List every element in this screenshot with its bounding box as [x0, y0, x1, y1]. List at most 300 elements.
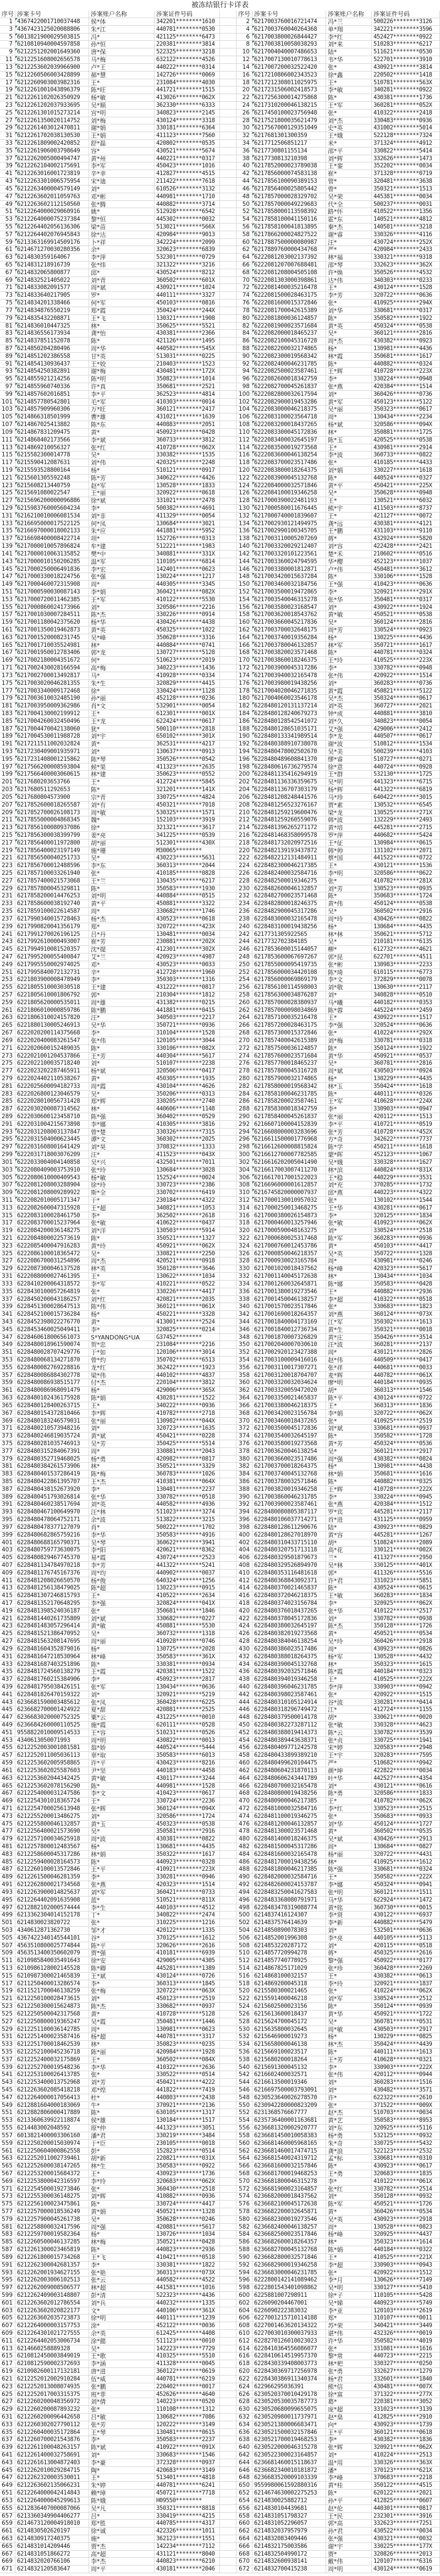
- card-cell[interactable]: 6228481100019346275: [252, 1813, 326, 1821]
- card-cell[interactable]: 6212262300042681357: [15, 2262, 89, 2269]
- seq-cell[interactable]: 98: [237, 383, 252, 391]
- seq-cell[interactable]: 73: [0, 292, 15, 299]
- id-cell[interactable]: 120106********3014: [155, 1349, 220, 1357]
- id-cell[interactable]: 450423********1016: [155, 162, 220, 170]
- name-cell[interactable]: 邓*: [89, 961, 155, 969]
- card-cell[interactable]: 6228480401537286419: [15, 1471, 89, 1478]
- card-cell[interactable]: 6214830502620197: [15, 2528, 89, 2535]
- card-cell[interactable]: 6217001180042375620: [15, 619, 89, 627]
- name-cell[interactable]: 张*伟: [89, 1037, 155, 1045]
- name-cell[interactable]: 黄*培: [326, 824, 372, 832]
- card-cell[interactable]: 6228480388019414373: [252, 1729, 326, 1737]
- seq-cell[interactable]: 45: [0, 186, 15, 193]
- seq-cell[interactable]: 254: [237, 976, 252, 984]
- id-cell[interactable]: 350582********4019: [372, 2338, 440, 2345]
- id-cell[interactable]: 350582********1728: [372, 1433, 440, 1440]
- card-cell[interactable]: 6217003320029212407: [252, 543, 326, 551]
- id-cell[interactable]: 350426********3514: [372, 1334, 440, 1342]
- seq-cell[interactable]: 305: [0, 1174, 15, 1182]
- name-cell[interactable]: 杨*杰: [89, 916, 155, 923]
- card-cell[interactable]: 6217000250013468275: [252, 1205, 326, 1212]
- card-cell[interactable]: 6228481200046132857: [252, 1821, 326, 1828]
- card-cell[interactable]: 6212262003006102513: [15, 2277, 89, 2284]
- seq-cell[interactable]: 441: [0, 1691, 15, 1699]
- card-cell[interactable]: 6217003360024794595: [252, 558, 326, 566]
- card-cell[interactable]: 6216613500019346: [252, 2079, 326, 2087]
- name-cell[interactable]: 吴*: [326, 1060, 372, 1068]
- name-cell[interactable]: 许*: [326, 2094, 372, 2102]
- id-cell[interactable]: 320683********062X: [155, 2178, 220, 2186]
- card-cell[interactable]: 6214671270030280356: [15, 246, 89, 254]
- id-cell[interactable]: 130521********6032: [372, 497, 440, 505]
- card-cell[interactable]: 6216617003007411270: [252, 1167, 326, 1174]
- card-cell[interactable]: 6236682600018264357: [252, 2239, 326, 2246]
- name-cell[interactable]: 张*: [89, 1288, 155, 1296]
- seq-cell[interactable]: 179: [0, 695, 15, 702]
- id-cell[interactable]: 360313********073X: [155, 2269, 220, 2277]
- id-cell[interactable]: 421127********0072: [372, 513, 440, 520]
- id-cell[interactable]: 350321********8818: [155, 2505, 220, 2513]
- id-cell[interactable]: 430481********007X: [372, 2383, 440, 2391]
- name-cell[interactable]: 苏*荣: [326, 2322, 372, 2330]
- name-cell[interactable]: 周*华: [89, 345, 155, 353]
- card-cell[interactable]: 6217889760000434768: [252, 246, 326, 254]
- name-cell[interactable]: 陈*杰: [89, 2003, 155, 2011]
- name-cell[interactable]: 朱*应: [89, 527, 155, 535]
- id-cell[interactable]: 140581********3218: [372, 224, 440, 231]
- name-cell[interactable]: 林*福: [326, 254, 372, 262]
- name-cell[interactable]: 龙*红: [89, 1364, 155, 1372]
- id-cell[interactable]: 340622********4426: [155, 475, 220, 482]
- id-cell[interactable]: 450521********0534: [372, 1630, 440, 1638]
- name-cell[interactable]: 吴*: [89, 854, 155, 862]
- name-cell[interactable]: 刘*: [89, 1995, 155, 2003]
- name-cell[interactable]: 王*鹏: [326, 527, 372, 535]
- name-cell[interactable]: 张*明: [326, 1889, 372, 1897]
- seq-cell[interactable]: 104: [237, 406, 252, 413]
- name-cell[interactable]: 王*歌: [89, 2352, 155, 2360]
- name-cell[interactable]: 李*萍: [326, 1684, 372, 1691]
- card-cell[interactable]: 6236682500023517846: [252, 2231, 326, 2239]
- seq-cell[interactable]: 538: [237, 2056, 252, 2064]
- seq-cell[interactable]: 346: [237, 1326, 252, 1334]
- name-cell[interactable]: 张*辉: [326, 2444, 372, 2452]
- card-cell[interactable]: 6215691080022547: [15, 489, 89, 497]
- name-cell[interactable]: 李*华: [89, 2064, 155, 2072]
- seq-cell[interactable]: 604: [237, 2307, 252, 2315]
- id-cell[interactable]: 330523********2515: [372, 1805, 440, 1813]
- id-cell[interactable]: 330226********0914: [155, 611, 220, 619]
- card-cell[interactable]: 6228480606243441789: [252, 1775, 326, 1783]
- id-cell[interactable]: 413026********062X: [155, 94, 220, 102]
- name-cell[interactable]: 张*燕: [326, 383, 372, 391]
- seq-cell[interactable]: 613: [0, 2345, 15, 2353]
- name-cell[interactable]: 李*月: [326, 2277, 372, 2284]
- card-cell[interactable]: 6212261001043896379: [15, 86, 89, 94]
- name-cell[interactable]: 刘*: [89, 748, 155, 756]
- name-cell[interactable]: 王*芳: [89, 1053, 155, 1060]
- card-cell[interactable]: 6228430386911340374: [252, 2376, 326, 2383]
- id-cell[interactable]: 330682********0227: [155, 1615, 220, 1623]
- name-cell[interactable]: 吴*明: [326, 778, 372, 786]
- name-cell[interactable]: 李*萍: [89, 254, 155, 262]
- seq-cell[interactable]: 575: [0, 2201, 15, 2208]
- seq-cell[interactable]: 109: [0, 429, 15, 437]
- seq-cell[interactable]: 87: [0, 345, 15, 353]
- seq-cell[interactable]: 552: [237, 2109, 252, 2117]
- card-cell[interactable]: 6217887500000080987: [252, 239, 326, 247]
- card-cell[interactable]: 6228480409771242578: [252, 1744, 326, 1752]
- card-cell[interactable]: 6214673120004918010: [15, 2520, 89, 2528]
- name-cell[interactable]: 王*: [326, 2254, 372, 2262]
- name-cell[interactable]: 张*: [326, 110, 372, 117]
- id-cell[interactable]: 330881********2043: [155, 1448, 220, 1456]
- id-cell[interactable]: 450421********0228: [155, 1433, 220, 1440]
- seq-cell[interactable]: 317: [0, 1219, 15, 1227]
- name-cell[interactable]: 李*超: [326, 1296, 372, 1304]
- seq-cell[interactable]: 431: [0, 1653, 15, 1661]
- id-cell[interactable]: 330724********4417: [155, 2201, 220, 2208]
- seq-cell[interactable]: 159: [0, 619, 15, 627]
- id-cell[interactable]: 640422********3015: [372, 794, 440, 802]
- id-cell[interactable]: 510812********1534: [372, 740, 440, 748]
- card-cell[interactable]: 6230523640026278570: [252, 2094, 326, 2102]
- name-cell[interactable]: 施*: [89, 2535, 155, 2543]
- name-cell[interactable]: 林*: [89, 323, 155, 330]
- name-cell[interactable]: 韩*波: [326, 816, 372, 824]
- name-cell[interactable]: 犹*: [89, 726, 155, 733]
- seq-cell[interactable]: 482: [237, 1843, 252, 1851]
- name-cell[interactable]: 余*英: [89, 2330, 155, 2338]
- id-cell[interactable]: 360502********0535: [372, 1828, 440, 1836]
- id-cell[interactable]: 332627********1279: [372, 2368, 440, 2376]
- id-cell[interactable]: 360313********1836: [372, 1402, 440, 1410]
- id-cell[interactable]: 430923********0829: [372, 1524, 440, 1532]
- id-cell[interactable]: 330725********1941: [372, 1737, 440, 1745]
- seq-cell[interactable]: 357: [0, 1372, 15, 1380]
- seq-cell[interactable]: 17: [0, 79, 15, 87]
- id-cell[interactable]: 340281********0922: [372, 86, 440, 94]
- card-cell[interactable]: 6226090222383032: [252, 2307, 326, 2315]
- id-cell[interactable]: 445281********1389: [155, 1965, 220, 1973]
- seq-cell[interactable]: 391: [0, 1501, 15, 1508]
- card-cell[interactable]: 6212254301018365724: [15, 1798, 89, 1805]
- name-cell[interactable]: 黄*铭: [326, 1904, 372, 1912]
- id-cell[interactable]: 332626********1473: [372, 155, 440, 163]
- id-cell[interactable]: 420112********0944: [372, 2071, 440, 2079]
- card-cell[interactable]: 6217003800026844427: [252, 34, 326, 41]
- card-cell[interactable]: 6212262005000494747: [15, 155, 89, 163]
- name-cell[interactable]: 吴*: [89, 1630, 155, 1638]
- id-cell[interactable]: 320826********2013: [372, 2551, 440, 2558]
- seq-cell[interactable]: 90: [237, 353, 252, 361]
- name-cell[interactable]: 江*军: [326, 1319, 372, 1326]
- seq-cell[interactable]: 501: [0, 1919, 15, 1927]
- card-cell[interactable]: 6212264402053006734: [15, 2338, 89, 2345]
- card-cell[interactable]: 6212261300023465819: [15, 2246, 89, 2254]
- seq-cell[interactable]: 26: [237, 110, 252, 117]
- name-cell[interactable]: 周*: [326, 413, 372, 421]
- name-cell[interactable]: 黄*玉: [89, 1821, 155, 1828]
- card-cell[interactable]: 6212252600038147265: [15, 2163, 89, 2170]
- name-cell[interactable]: 陈*: [326, 649, 372, 657]
- card-cell[interactable]: 6214857720994278: [252, 1949, 326, 1957]
- card-cell[interactable]: 6216612700007782585: [252, 1151, 326, 1159]
- seq-cell[interactable]: 84: [237, 330, 252, 337]
- card-cell[interactable]: 6215580300021465: [252, 1987, 326, 1995]
- id-cell[interactable]: 510521********811X: [155, 1897, 220, 1904]
- name-cell[interactable]: 楚*禾: [326, 551, 372, 558]
- seq-cell[interactable]: 630: [237, 2406, 252, 2414]
- id-cell[interactable]: 410122********061X: [372, 2178, 440, 2186]
- card-cell[interactable]: 6212261400032758691: [15, 2452, 89, 2459]
- card-cell[interactable]: 6228480128240679273: [252, 710, 326, 718]
- card-cell[interactable]: 6212253100026413785: [15, 2071, 89, 2079]
- card-cell[interactable]: 6222031208003137847: [15, 1129, 89, 1136]
- name-cell[interactable]: 兰*: [326, 1554, 372, 1562]
- seq-cell[interactable]: 36: [237, 148, 252, 155]
- card-cell[interactable]: 6217001840004173169: [252, 1319, 326, 1326]
- seq-cell[interactable]: 588: [237, 2246, 252, 2254]
- data-grid[interactable]: [0, 18, 440, 2573]
- name-cell[interactable]: 吴*: [89, 1828, 155, 1836]
- name-cell[interactable]: 孟*标: [326, 2155, 372, 2163]
- seq-cell[interactable]: 184: [237, 710, 252, 718]
- seq-cell[interactable]: 600: [237, 2292, 252, 2300]
- card-cell[interactable]: 6212264000003157753: [15, 2322, 89, 2330]
- id-cell[interactable]: 522123********2532: [372, 2148, 440, 2155]
- card-cell[interactable]: 6230521380006683471: [252, 2421, 326, 2429]
- seq-cell[interactable]: 350: [237, 1341, 252, 1349]
- card-cell[interactable]: 6222082800032617594: [252, 391, 326, 399]
- seq-cell[interactable]: 178: [237, 688, 252, 695]
- name-cell[interactable]: 王*: [326, 284, 372, 292]
- card-cell[interactable]: 6215680200018264: [252, 2056, 326, 2064]
- seq-cell[interactable]: 562: [237, 2148, 252, 2155]
- name-cell[interactable]: 陈*斌: [89, 2444, 155, 2452]
- name-cell[interactable]: 陈*娟: [326, 2246, 372, 2254]
- id-cell[interactable]: 612732********4621: [372, 946, 440, 954]
- card-cell[interactable]: 6214836010447325: [15, 323, 89, 330]
- card-cell[interactable]: 6217001840012736734: [252, 1326, 326, 1334]
- id-cell[interactable]: 342201********1610: [155, 18, 220, 26]
- name-cell[interactable]: 林*: [89, 1463, 155, 1471]
- card-cell[interactable]: 6228450200043186257: [15, 1296, 89, 1304]
- id-cell[interactable]: 430921********1024: [155, 284, 220, 292]
- id-cell[interactable]: 500237********0031: [372, 201, 440, 209]
- id-cell[interactable]: 330524********0923: [372, 627, 440, 634]
- card-cell[interactable]: 6217450100023756948: [252, 110, 326, 117]
- seq-cell[interactable]: 182: [237, 702, 252, 710]
- name-cell[interactable]: 张*腾: [89, 201, 155, 209]
- seq-cell[interactable]: 472: [237, 1805, 252, 1813]
- card-cell[interactable]: 6217000760012453786: [252, 1243, 326, 1250]
- card-cell[interactable]: 6217990340015728463: [15, 916, 89, 923]
- seq-cell[interactable]: 56: [237, 224, 252, 231]
- seq-cell[interactable]: 303: [0, 1167, 15, 1174]
- seq-cell[interactable]: 57: [0, 231, 15, 239]
- id-cell[interactable]: 513021********566X: [155, 224, 220, 231]
- name-cell[interactable]: 吴*琴: [89, 1539, 155, 1547]
- name-cell[interactable]: 严*: [326, 1760, 372, 1767]
- name-cell[interactable]: 曾*楚: [89, 1129, 155, 1136]
- name-cell[interactable]: 韦*华: [326, 56, 372, 64]
- card-cell[interactable]: 6216617017001522023: [252, 1174, 326, 1182]
- card-cell[interactable]: 6228480353116481618: [252, 1570, 326, 1577]
- seq-cell[interactable]: 175: [0, 680, 15, 688]
- id-cell[interactable]: 130229********4435: [372, 1075, 440, 1083]
- card-cell[interactable]: 6236681450010058383: [252, 2132, 326, 2140]
- name-cell[interactable]: 张*: [326, 1303, 372, 1311]
- card-cell[interactable]: 6214830917240375: [15, 2535, 89, 2543]
- card-cell[interactable]: 6228480616736279574: [252, 764, 326, 771]
- card-cell[interactable]: 6228481208248441576: [252, 794, 326, 802]
- seq-cell[interactable]: 626: [237, 2391, 252, 2399]
- seq-cell[interactable]: 115: [0, 451, 15, 459]
- seq-cell[interactable]: 492: [237, 1881, 252, 1889]
- card-cell[interactable]: 6217855000004868345: [15, 816, 89, 824]
- card-cell[interactable]: 6222083300045172836: [252, 429, 326, 437]
- seq-cell[interactable]: 671: [0, 2566, 15, 2573]
- id-cell[interactable]: 440221********0317: [155, 155, 220, 163]
- card-cell[interactable]: 6215635800032645: [252, 2026, 326, 2034]
- id-cell[interactable]: 330205********2740: [155, 1098, 220, 1105]
- name-cell[interactable]: 吴*: [326, 908, 372, 916]
- name-cell[interactable]: 黎*常: [326, 2352, 372, 2360]
- seq-cell[interactable]: 409: [0, 1570, 15, 1577]
- seq-cell[interactable]: 157: [0, 611, 15, 619]
- card-cell[interactable]: 6212259700019582364: [15, 2231, 89, 2239]
- card-cell[interactable]: 6230520980011737971: [252, 2414, 326, 2421]
- card-cell[interactable]: 6217003110017307271: [252, 1364, 326, 1372]
- id-cell[interactable]: 440507********0617: [372, 733, 440, 740]
- seq-cell[interactable]: 322: [237, 1235, 252, 1243]
- name-cell[interactable]: 李*东: [89, 862, 155, 870]
- name-cell[interactable]: 刘*: [326, 1615, 372, 1623]
- card-cell[interactable]: 6217003320032034624: [252, 1379, 326, 1387]
- seq-cell[interactable]: 10: [237, 48, 252, 56]
- card-cell[interactable]: 6228483368080791971: [252, 1897, 326, 1904]
- seq-cell[interactable]: 33: [0, 140, 15, 148]
- id-cell[interactable]: 220502********1418: [372, 72, 440, 79]
- id-cell[interactable]: 420923********4987: [155, 954, 220, 961]
- name-cell[interactable]: 易*霞: [89, 1554, 155, 1562]
- card-cell[interactable]: 6212262104002175691: [15, 162, 89, 170]
- name-cell[interactable]: 曹*雄: [89, 413, 155, 421]
- card-cell[interactable]: 6222080610000409543: [15, 1174, 89, 1182]
- card-cell[interactable]: 6228451300028647513: [15, 1303, 89, 1311]
- seq-cell[interactable]: 320: [237, 1227, 252, 1235]
- seq-cell[interactable]: 637: [0, 2436, 15, 2444]
- id-cell[interactable]: 330106********082X: [155, 1045, 220, 1053]
- id-cell[interactable]: 432326********0019: [372, 2330, 440, 2338]
- card-cell[interactable]: 6214834876550219: [15, 307, 89, 315]
- id-cell[interactable]: 522325********3218: [155, 48, 220, 56]
- card-cell[interactable]: 6217004530011988728: [15, 733, 89, 740]
- id-cell[interactable]: 430481********172X: [155, 368, 220, 375]
- id-cell[interactable]: 130982********044X: [155, 1418, 220, 1425]
- card-cell[interactable]: 6217001690018264357: [252, 1311, 326, 1319]
- id-cell[interactable]: 350424********4439: [372, 2041, 440, 2049]
- id-cell[interactable]: 500226********3126: [372, 18, 440, 26]
- id-cell[interactable]: 330219********3484: [155, 2132, 220, 2140]
- seq-cell[interactable]: 376: [237, 1440, 252, 1448]
- seq-cell[interactable]: 226: [237, 870, 252, 878]
- card-cell[interactable]: 6215591400046218: [252, 1995, 326, 2003]
- seq-cell[interactable]: 146: [237, 566, 252, 574]
- id-cell[interactable]: 440509********0417: [372, 1357, 440, 1364]
- card-cell[interactable]: 6228480128627018970: [252, 1532, 326, 1539]
- card-cell[interactable]: 6212256400021573690: [15, 1828, 89, 1836]
- id-cell[interactable]: 452427********0922: [372, 34, 440, 41]
- id-cell[interactable]: 350323********1615: [372, 1661, 440, 1669]
- id-cell[interactable]: 360781********0531: [372, 2018, 440, 2026]
- seq-cell[interactable]: 293: [0, 1129, 15, 1136]
- card-cell[interactable]: 6236682700001424922: [15, 1706, 89, 1714]
- name-cell[interactable]: 刘*: [89, 1425, 155, 1433]
- card-cell[interactable]: 6210812450003849019: [15, 2352, 89, 2360]
- card-cell[interactable]: 6228481136707303179: [252, 786, 326, 794]
- card-cell[interactable]: 6217000930023165784: [252, 1257, 326, 1265]
- id-cell[interactable]: 650102********301X: [155, 733, 220, 740]
- name-cell[interactable]: 刘*: [326, 2079, 372, 2087]
- seq-cell[interactable]: 313: [0, 1205, 15, 1212]
- name-cell[interactable]: 赵*燊: [326, 2414, 372, 2421]
- card-cell[interactable]: 6212263016001723819: [15, 170, 89, 178]
- name-cell[interactable]: 刘*: [326, 680, 372, 688]
- name-cell[interactable]: 王*: [326, 1798, 372, 1805]
- seq-cell[interactable]: 627: [0, 2398, 15, 2406]
- seq-cell[interactable]: 44: [237, 178, 252, 186]
- id-cell[interactable]: 440184********0323: [372, 1668, 440, 1676]
- name-cell[interactable]: 王*: [326, 1014, 372, 1022]
- id-cell[interactable]: 420384********1514: [372, 383, 440, 391]
- id-cell[interactable]: 430922********1517: [372, 1014, 440, 1022]
- id-cell[interactable]: 410522********1356: [372, 208, 440, 216]
- id-cell[interactable]: 410325********5510: [155, 2352, 220, 2360]
- card-cell[interactable]: 6217007200032522420: [252, 64, 326, 72]
- id-cell[interactable]: 330281********0414: [372, 1699, 440, 1707]
- name-cell[interactable]: 陈*强: [326, 1866, 372, 1874]
- card-cell[interactable]: 6217004020046271835: [252, 688, 326, 695]
- id-cell[interactable]: 445281********2117: [372, 1508, 440, 1516]
- card-cell[interactable]: 6217857000028380937: [252, 999, 326, 1007]
- name-cell[interactable]: 李*亚: [326, 2307, 372, 2315]
- name-cell[interactable]: 张*红: [89, 444, 155, 452]
- seq-cell[interactable]: 449: [0, 1722, 15, 1729]
- card-cell[interactable]: 6228481468358099578: [252, 832, 326, 840]
- seq-cell[interactable]: 281: [0, 1083, 15, 1091]
- name-cell[interactable]: 周*均: [89, 1570, 155, 1577]
- name-cell[interactable]: 杨*: [326, 1463, 372, 1471]
- id-cell[interactable]: 210304********1812: [155, 992, 220, 999]
- card-cell[interactable]: 6222801543401098862: [252, 2284, 326, 2292]
- id-cell[interactable]: 510682********0942: [372, 1760, 440, 1767]
- id-cell[interactable]: 321322********3216: [155, 262, 220, 269]
- card-cell[interactable]: 6214832065800877: [15, 269, 89, 277]
- id-cell[interactable]: 350823********0235: [155, 2041, 220, 2049]
- card-cell[interactable]: 6217004060023546178: [252, 695, 326, 702]
- name-cell[interactable]: 黄*: [89, 740, 155, 748]
- id-cell[interactable]: 410925********294X: [372, 299, 440, 307]
- id-cell[interactable]: 412724********5845: [155, 778, 220, 786]
- name-cell[interactable]: 陈*芳: [89, 475, 155, 482]
- name-cell[interactable]: 吴*玲: [326, 1638, 372, 1646]
- id-cell[interactable]: 411329********0054: [155, 513, 220, 520]
- id-cell[interactable]: 330327********0250: [372, 2360, 440, 2368]
- seq-cell[interactable]: 489: [0, 1874, 15, 1881]
- seq-cell[interactable]: 312: [237, 1197, 252, 1205]
